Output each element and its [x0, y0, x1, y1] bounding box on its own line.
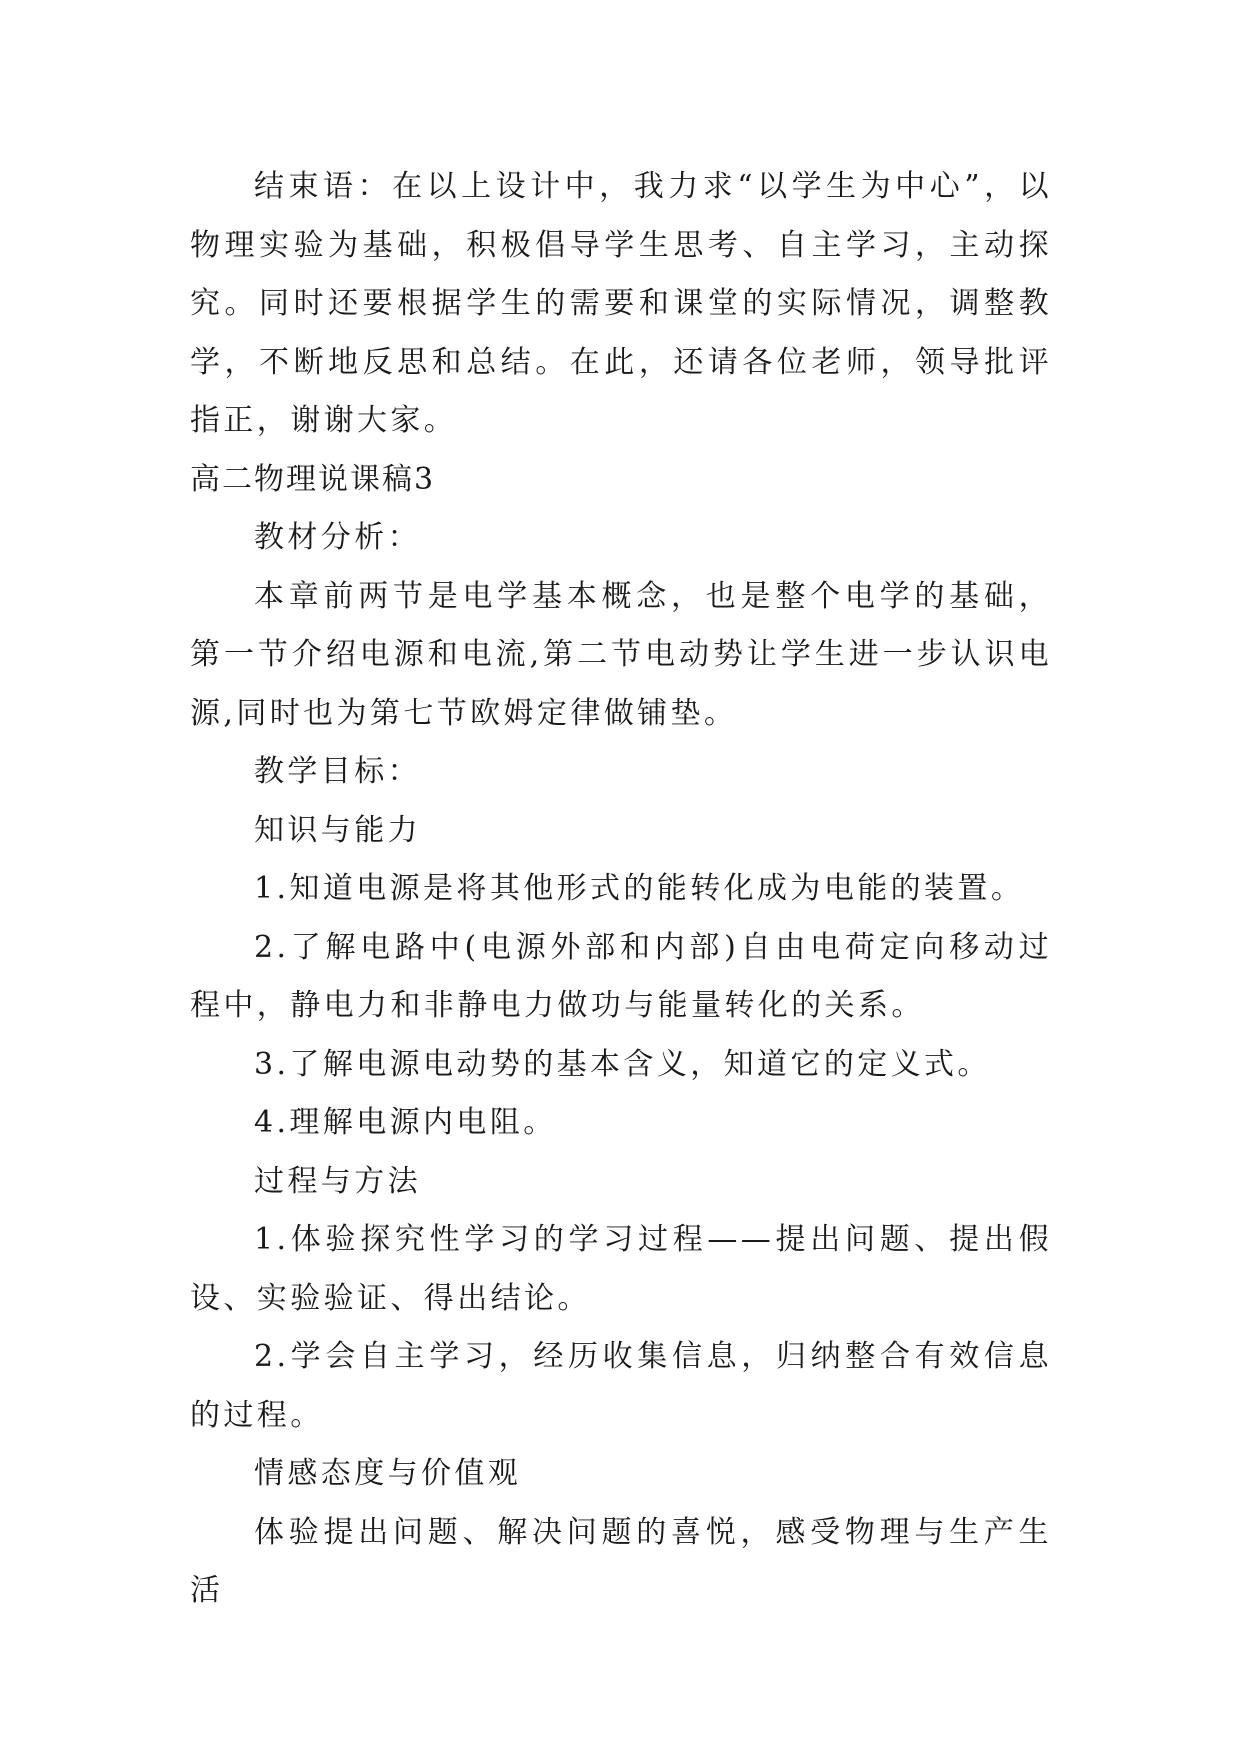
subheading-knowledge-ability: 知识与能力 [254, 812, 421, 848]
list-item: 2.学会自主学习，经历收集信息，归纳整合有效信息的过程。 [190, 1339, 1052, 1433]
subheading-material-analysis: 教材分析： [254, 520, 421, 555]
document-body [190, 158, 1052, 1621]
list-item: 1.体验探究性学习的学习过程——提出问题、提出假设、实验验证、得出结论。 [190, 1222, 1052, 1316]
subheading-teaching-goals: 教学目标： [254, 754, 421, 789]
subheading-attitude-values: 情感态度与价值观 [254, 1456, 522, 1491]
subheading-process-method: 过程与方法 [254, 1163, 421, 1199]
section-title: 高二物理说课稿3 [190, 461, 436, 497]
list-item: 1.知道电源是将其他形式的能转化成为电能的装置。 [254, 871, 1025, 906]
list-item: 3.了解电源电动势的基本含义，知道它的定义式。 [254, 1046, 991, 1082]
list-item: 2.了解电路中(电源外部和内部)自由电荷定向移动过程中，静电力和非静电力做功与能量转化的关系。 [190, 929, 1052, 1023]
paragraph-conclusion: 结束语：在以上设计中，我力求“以学生为中心”，以物理实验为基础，积极倡导学生思考、自主学习，主动探究。同时还要根据学生的需要和课堂的实际情况，调整教学，不断地反思和总结。在此，还请各位老师，领导批评指正，谢谢大家。 [190, 169, 1052, 438]
paragraph-material-analysis: 本章前两节是电学基本概念，也是整个电学的基础，第一节介绍电源和电流,第二节电动势让学生进一步认识电源,同时也为第七节欧姆定律做铺垫。 [190, 578, 1052, 731]
paragraph-attitude-values: 体验提出问题、解决问题的喜悦，感受物理与生产生活 [190, 1514, 1052, 1608]
list-item: 4.理解电源内电阻。 [254, 1105, 557, 1140]
